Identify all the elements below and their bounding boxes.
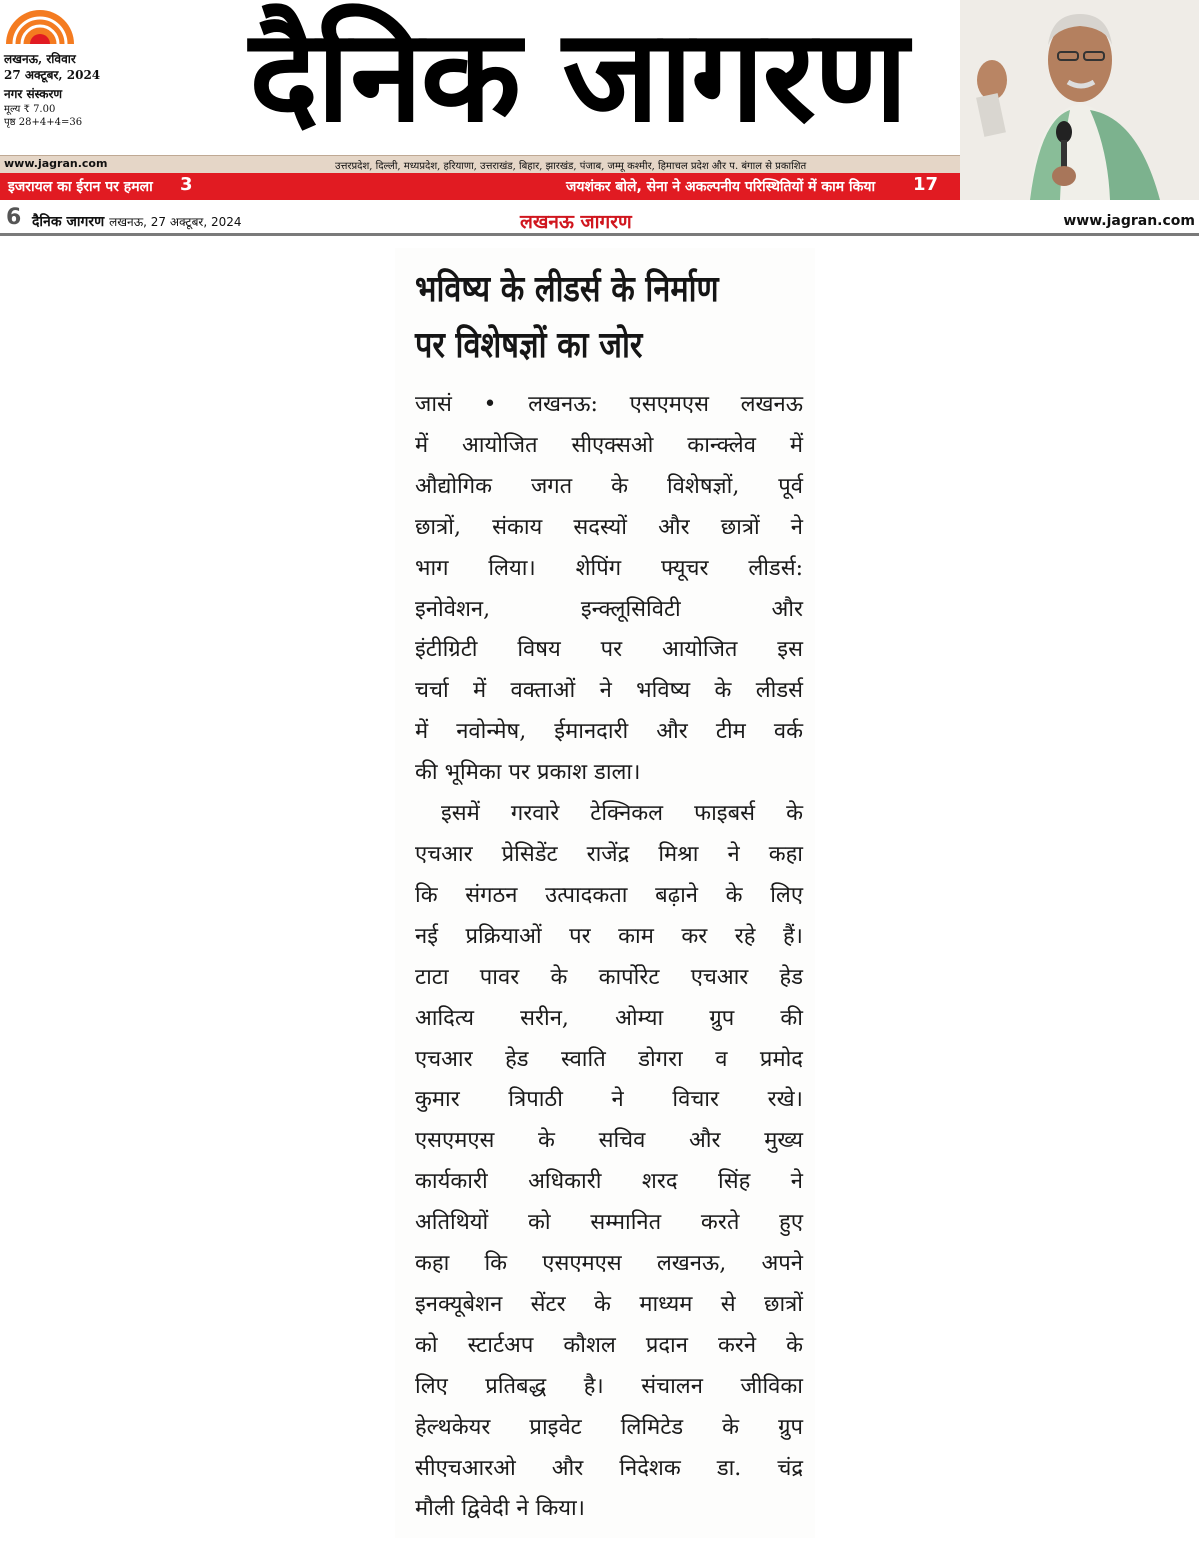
speaker-photo: [960, 0, 1199, 200]
article-body: [415, 385, 803, 1530]
body-line: इनोवेशन, इन्क्लूसिविटी और: [415, 596, 803, 622]
body-line: टाटा पावर के कार्पोरेट एचआर हेड: [415, 964, 803, 990]
price-label: मूल्य ₹ 7.00: [4, 103, 56, 115]
body-line: कहा कि एसएमएस लखनऊ, अपने: [415, 1251, 803, 1277]
page-count-label: पृष्ठ 28+4+4=36: [4, 116, 83, 128]
edition-label: नगर संस्करण: [4, 87, 63, 102]
newspaper-title: दैनिक जागरण: [249, 2, 907, 151]
body-line: कार्यकारी अधिकारी शरद सिंह ने: [415, 1169, 803, 1195]
website-strip: [0, 155, 960, 173]
header-divider: [0, 233, 1199, 236]
website-link[interactable]: www.jagran.com: [4, 157, 108, 170]
body-line: भाग लिया। शेपिंग फ्यूचर लीडर्स:: [415, 555, 803, 581]
masthead: [0, 0, 1199, 200]
body-line: एचआर हेड स्वाति डोगरा व प्रमोद: [415, 1046, 803, 1072]
body-line: सीएचआरओ और निदेशक डा. चंद्र: [415, 1455, 803, 1481]
right-teaser-headline[interactable]: जयशंकर बोले, सेना ने अकल्पनीय परिस्थितियों में काम किया: [566, 179, 876, 195]
section-title: लखनऊ जागरण: [520, 211, 632, 233]
page-website-link[interactable]: www.jagran.com: [1063, 213, 1195, 229]
body-line: कि संगठन उत्पादकता बढ़ाने के लिए: [415, 882, 803, 908]
body-line: हेल्थकेयर प्राइवेट लिमिटेड के ग्रुप: [415, 1414, 803, 1440]
right-teaser-page: 17: [913, 174, 939, 195]
page-header: [0, 203, 1199, 235]
left-teaser-headline[interactable]: इजरायल का ईरान पर हमला: [8, 179, 153, 195]
body-line: नई प्रक्रियाओं पर काम कर रहे हैं।: [415, 923, 803, 949]
body-line: छात्रों, संकाय सदस्यों और छात्रों ने: [415, 514, 803, 540]
body-line: लिए प्रतिबद्ध है। संचालन जीविका: [415, 1373, 803, 1399]
speaker-photo-illustration: [960, 0, 1199, 200]
body-line: चर्चा में वक्ताओं ने भविष्य के लीडर्स: [415, 678, 803, 704]
body-line: में आयोजित सीएक्सओ कान्क्लेव में: [415, 432, 803, 458]
published-states: उत्तरप्रदेश, दिल्ली, मध्यप्रदेश, हरियाणा, उत्तराखंड, बिहार, झारखंड, पंजाब, जम्मू कश्मीर, हिमाचल प्रदेश और प. बंगाल से प्रकाशित: [335, 161, 807, 172]
body-line: एसएमएस के सचिव और मुख्य: [415, 1128, 803, 1154]
body-line: इनक्यूबेशन सेंटर के माध्यम से छात्रों: [415, 1291, 803, 1317]
body-line: जासं • लखनऊ: एसएमएस लखनऊ: [415, 392, 803, 417]
body-line: एचआर प्रेसिडेंट राजेंद्र मिश्रा ने कहा: [415, 841, 803, 867]
city-day: लखनऊ, रविवार: [4, 52, 76, 66]
body-line: की भूमिका पर प्रकाश डाला।: [415, 760, 641, 786]
body-line: को स्टार्टअप कौशल प्रदान करने के: [415, 1332, 803, 1358]
paper-name: [32, 212, 242, 231]
page-number: 6: [6, 205, 22, 230]
edition-meta: [4, 52, 100, 129]
body-line: कुमार त्रिपाठी ने विचार रखे।: [415, 1087, 803, 1113]
headline-line: भविष्य के लीडर्स के निर्माण: [415, 269, 719, 310]
left-teaser-page: 3: [180, 174, 193, 195]
headline-line: पर विशेषज्ञों का जोर: [415, 325, 643, 366]
body-line: आदित्य सरीन, ओम्या ग्रुप की: [415, 1005, 803, 1031]
body-line: औद्योगिक जगत के विशेषज्ञों, पूर्व: [415, 473, 803, 499]
article-headline: [415, 262, 755, 374]
body-line: इसमें गरवारे टेक्निकल फाइबर्स के: [441, 801, 803, 827]
body-line: इंटीग्रिटी विषय पर आयोजित इस: [415, 637, 803, 663]
rising-sun-logo-icon: [4, 4, 76, 44]
paper-name-text: दैनिक जागरण: [32, 214, 105, 230]
body-line: मौली द्विवेदी ने किया।: [415, 1496, 586, 1522]
body-line: में नवोन्मेष, ईमानदारी और टीम वर्क: [415, 719, 803, 745]
paper-city-date: लखनऊ, 27 अक्टूबर, 2024: [109, 215, 242, 229]
body-line: अतिथियों को सम्मानित करते हुए: [415, 1210, 803, 1236]
headline-teaser-strip: [0, 173, 960, 200]
news-article: [395, 248, 815, 1538]
issue-date: 27 अक्टूबर, 2024: [4, 67, 101, 82]
